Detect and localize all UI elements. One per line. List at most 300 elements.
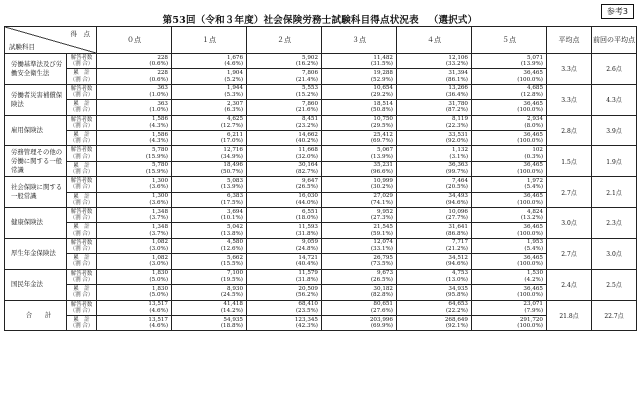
cell-count: 36,363 — [448, 162, 468, 169]
cell-percent: (32.0%) — [295, 153, 318, 160]
score-cell — [172, 192, 247, 207]
cell-percent: (24.8%) — [295, 246, 318, 253]
cell-count: 8,119 — [451, 116, 468, 123]
cell-percent: (4.6%) — [224, 61, 243, 68]
cell-count: 33,531 — [448, 131, 468, 138]
previous-average-score: 3.9点 — [592, 115, 637, 146]
cell-count: 4,625 — [226, 116, 243, 123]
score-cell — [472, 269, 547, 284]
average-score: 21.8点 — [547, 300, 592, 331]
cell-count: 11,579 — [298, 270, 318, 277]
score-cell — [247, 100, 322, 115]
average-score: 3.0点 — [547, 208, 592, 239]
average-score: 2.7点 — [547, 177, 592, 208]
table-row — [5, 285, 637, 300]
score-cell — [322, 285, 397, 300]
cell-percent: (15.5%) — [220, 261, 243, 268]
cell-percent: (5.0%) — [149, 276, 168, 283]
subject-name: 労務管理その他の労働に関する一般常識 — [5, 146, 67, 177]
score-cell — [97, 115, 172, 130]
cell-count: 1,676 — [226, 54, 243, 61]
score-cell — [322, 115, 397, 130]
cell-percent: (5.0%) — [149, 292, 168, 299]
row-type-label — [67, 54, 97, 69]
score-cell — [472, 192, 547, 207]
score-cell — [97, 69, 172, 84]
score-cell — [322, 223, 397, 238]
cell-count: 7,100 — [226, 270, 243, 277]
score-cell — [172, 315, 247, 330]
cell-percent: (86.1%) — [445, 76, 468, 83]
cell-count: 16,030 — [298, 193, 318, 200]
score-cell — [397, 300, 472, 315]
score-cell — [397, 161, 472, 176]
row-type-main: 累 計 — [73, 70, 90, 77]
row-type-main: 解答者数 — [70, 270, 93, 277]
row-type-main: 累 計 — [73, 316, 90, 323]
cell-percent: (36.4%) — [445, 92, 468, 99]
score-cell — [472, 54, 547, 69]
cell-percent: (3.0%) — [149, 261, 168, 268]
score-header-2: ２点 — [247, 27, 322, 54]
cell-percent: (29.5%) — [370, 122, 393, 129]
score-cell — [172, 84, 247, 99]
cell-count: 20,509 — [298, 285, 318, 292]
cell-count: 1,348 — [151, 224, 168, 231]
cell-count: 7,806 — [301, 70, 318, 77]
cell-count: 1,972 — [526, 177, 543, 184]
cell-percent: (18.8%) — [220, 323, 243, 330]
score-cell — [397, 84, 472, 99]
score-cell — [172, 177, 247, 192]
title-text: 第53回（令和３年度）社会保険労務士試験科目得点状況表 — [162, 15, 419, 26]
cell-percent: (40.2%) — [295, 138, 318, 145]
row-type-label — [67, 69, 97, 84]
cell-percent: (99.7%) — [445, 169, 468, 176]
cell-count: 6,211 — [226, 131, 243, 138]
cell-percent: (13.2%) — [520, 215, 543, 222]
cell-count: 36,465 — [523, 100, 543, 107]
cell-count: 8,930 — [226, 285, 243, 292]
cell-percent: (23.2%) — [295, 122, 318, 129]
previous-average-score: 2.5点 — [592, 269, 637, 300]
score-cell — [322, 300, 397, 315]
score-cell — [397, 69, 472, 84]
cell-count: 10,096 — [448, 208, 468, 215]
score-cell — [472, 161, 547, 176]
average-score: 3.3点 — [547, 84, 592, 115]
row-type-sub: （割 合） — [69, 122, 94, 129]
previous-average-score: 22.7点 — [592, 300, 637, 331]
score-cell — [97, 192, 172, 207]
score-cell — [397, 208, 472, 223]
cell-percent: (4.3%) — [149, 122, 168, 129]
cell-count: 13,517 — [148, 301, 168, 308]
previous-average-score: 2.6点 — [592, 54, 637, 85]
row-type-label — [67, 131, 97, 146]
row-type-main: 解答者数 — [70, 239, 93, 246]
score-cell — [172, 238, 247, 253]
cell-percent: (22.2%) — [445, 307, 468, 314]
cell-count: 34,935 — [448, 285, 468, 292]
cell-percent: (1.0%) — [149, 92, 168, 99]
cell-percent: (13.9%) — [370, 153, 393, 160]
score-cell — [397, 131, 472, 146]
score-cell — [247, 54, 322, 69]
score-header-1: １点 — [172, 27, 247, 54]
score-cell — [247, 269, 322, 284]
score-cell — [97, 223, 172, 238]
cell-count: 5,780 — [151, 147, 168, 154]
row-type-main: 累 計 — [73, 101, 90, 108]
score-cell — [322, 177, 397, 192]
previous-average-header: 前回の平均点 — [592, 27, 637, 54]
row-type-sub: （割 合） — [69, 153, 94, 160]
row-type-label — [67, 285, 97, 300]
table-row — [5, 69, 637, 84]
score-cell — [247, 115, 322, 130]
cell-count: 3,694 — [226, 208, 243, 215]
table-row — [5, 115, 637, 130]
cell-count: 5,042 — [226, 224, 243, 231]
cell-count: 363 — [157, 85, 168, 92]
row-type-label — [67, 161, 97, 176]
cell-count: 12,106 — [448, 54, 468, 61]
cell-count: 31,394 — [448, 70, 468, 77]
row-type-sub: （割 合） — [69, 246, 94, 253]
previous-average-score: 3.0点 — [592, 238, 637, 269]
row-type-label — [67, 238, 97, 253]
score-cell — [322, 208, 397, 223]
score-cell — [247, 146, 322, 161]
score-cell — [472, 285, 547, 300]
average-header: 平均点 — [547, 27, 592, 54]
cell-count: 291,720 — [519, 316, 543, 323]
corner-subject-label: 試験科目 — [9, 43, 35, 51]
score-cell — [172, 208, 247, 223]
cell-percent: (7.9%) — [524, 307, 543, 314]
score-cell — [322, 161, 397, 176]
average-score: 2.8点 — [547, 115, 592, 146]
subject-name: 労働者災害補償保険法 — [5, 84, 67, 115]
cell-count: 5,662 — [226, 254, 243, 261]
cell-percent: (33.2%) — [445, 61, 468, 68]
cell-count: 8,451 — [301, 116, 318, 123]
cell-percent: (100.0%) — [517, 169, 543, 176]
cell-count: 19,288 — [373, 70, 393, 77]
score-cell — [472, 146, 547, 161]
score-cell — [322, 69, 397, 84]
subject-name: 国民年金法 — [5, 269, 67, 300]
cell-count: 5,902 — [301, 54, 318, 61]
score-cell — [247, 161, 322, 176]
row-type-sub: （割 合） — [69, 307, 94, 314]
cell-count: 4,753 — [451, 270, 468, 277]
cell-count: 34,512 — [448, 254, 468, 261]
score-cell — [247, 131, 322, 146]
cell-percent: (3.1%) — [449, 153, 468, 160]
cell-percent: (26.5%) — [370, 276, 393, 283]
score-cell — [97, 300, 172, 315]
cell-percent: (100.0%) — [517, 261, 543, 268]
cell-count: 54,935 — [223, 316, 243, 323]
score-cell — [472, 223, 547, 238]
table-row — [5, 192, 637, 207]
cell-percent: (96.6%) — [370, 169, 393, 176]
score-cell — [472, 254, 547, 269]
table-body — [5, 54, 637, 331]
cell-count: 64,653 — [448, 301, 468, 308]
score-cell — [472, 131, 547, 146]
row-type-main: 解答者数 — [70, 55, 93, 61]
row-type-sub: （割 合） — [69, 230, 94, 237]
cell-count: 9,952 — [376, 208, 393, 215]
score-cell — [247, 223, 322, 238]
cell-percent: (8.0%) — [524, 122, 543, 129]
cell-percent: (74.1%) — [370, 199, 393, 206]
cell-percent: (20.5%) — [445, 184, 468, 191]
row-type-sub: （割 合） — [69, 323, 94, 330]
cell-count: 1,082 — [151, 239, 168, 246]
table-row — [5, 238, 637, 253]
cell-percent: (18.0%) — [295, 215, 318, 222]
cell-count: 1,300 — [151, 177, 168, 184]
cell-percent: (13.0%) — [445, 276, 468, 283]
score-cell — [397, 146, 472, 161]
cell-percent: (26.5%) — [295, 184, 318, 191]
cell-percent: (13.9%) — [220, 184, 243, 191]
cell-percent: (16.2%) — [295, 61, 318, 68]
cell-count: 80,651 — [373, 301, 393, 308]
cell-percent: (100.0%) — [517, 230, 543, 237]
table-row — [5, 131, 637, 146]
cell-count: 25,412 — [373, 131, 393, 138]
score-cell — [97, 254, 172, 269]
cell-count: 36,465 — [523, 285, 543, 292]
score-cell — [322, 192, 397, 207]
cell-percent: (10.1%) — [220, 215, 243, 222]
score-cell — [322, 54, 397, 69]
header-row — [5, 27, 637, 54]
row-type-sub: （割 合） — [69, 215, 94, 222]
cell-count: 10,999 — [373, 177, 393, 184]
row-type-main: 解答者数 — [70, 116, 93, 123]
cell-count: 68,410 — [298, 301, 318, 308]
score-cell — [97, 208, 172, 223]
cell-percent: (92.1%) — [445, 323, 468, 330]
cell-count: 9,647 — [301, 177, 318, 184]
cell-count: 13,517 — [148, 316, 168, 323]
average-score: 1.5点 — [547, 146, 592, 177]
row-type-main: 解答者数 — [70, 301, 93, 308]
score-cell — [172, 300, 247, 315]
cell-count: 6,383 — [226, 193, 243, 200]
cell-count: 26,795 — [373, 254, 393, 261]
score-cell — [172, 69, 247, 84]
cell-percent: (5.2%) — [224, 76, 243, 83]
title-subtitle: （選択式） — [428, 15, 478, 26]
score-cell — [397, 192, 472, 207]
cell-count: 2,307 — [226, 100, 243, 107]
reference-label: 参考3 — [601, 4, 634, 19]
score-cell — [397, 285, 472, 300]
cell-count: 2,934 — [526, 116, 543, 123]
score-cell — [172, 285, 247, 300]
row-type-main: 累 計 — [73, 224, 90, 231]
corner-score-label: 得 点 — [70, 30, 90, 38]
cell-count: 36,465 — [523, 224, 543, 231]
cell-count: 5,067 — [376, 147, 393, 154]
cell-percent: (29.2%) — [370, 92, 393, 99]
score-cell — [247, 208, 322, 223]
table-row — [5, 254, 637, 269]
table-row — [5, 315, 637, 330]
cell-count: 1,904 — [226, 70, 243, 77]
cell-percent: (73.5%) — [370, 261, 393, 268]
score-cell — [247, 285, 322, 300]
cell-count: 9,673 — [376, 270, 393, 277]
cell-percent: (33.1%) — [370, 246, 393, 253]
cell-count: 11,668 — [298, 147, 318, 154]
score-cell — [172, 269, 247, 284]
table-row — [5, 161, 637, 176]
row-type-sub: （割 合） — [69, 184, 94, 191]
cell-count: 11,482 — [373, 54, 393, 61]
score-cell — [472, 69, 547, 84]
cell-count: 7,717 — [451, 239, 468, 246]
row-type-main: 解答者数 — [70, 85, 93, 92]
cell-percent: (27.7%) — [445, 215, 468, 222]
cell-percent: (4.6%) — [149, 307, 168, 314]
cell-percent: (52.9%) — [370, 76, 393, 83]
score-cell — [397, 238, 472, 253]
cell-percent: (21.2%) — [445, 246, 468, 253]
cell-percent: (12.6%) — [220, 246, 243, 253]
cell-percent: (3.7%) — [149, 230, 168, 237]
cell-percent: (13.8%) — [220, 230, 243, 237]
score-cell — [397, 269, 472, 284]
table-row — [5, 223, 637, 238]
cell-percent: (56.2%) — [295, 292, 318, 299]
corner-header — [5, 27, 97, 54]
cell-percent: (27.6%) — [370, 307, 393, 314]
cell-count: 12,074 — [373, 239, 393, 246]
score-cell — [97, 315, 172, 330]
cell-percent: (100.0%) — [517, 76, 543, 83]
cell-percent: (94.6%) — [445, 261, 468, 268]
score-cell — [97, 269, 172, 284]
cell-count: 36,465 — [523, 131, 543, 138]
score-cell — [97, 100, 172, 115]
row-type-sub: （割 合） — [69, 199, 94, 206]
cell-percent: (15.2%) — [295, 92, 318, 99]
cell-count: 5,553 — [301, 85, 318, 92]
score-cell — [322, 84, 397, 99]
cell-count: 41,418 — [223, 301, 243, 308]
score-cell — [322, 131, 397, 146]
cell-percent: (82.8%) — [370, 292, 393, 299]
cell-count: 13,266 — [448, 85, 468, 92]
row-type-label — [67, 208, 97, 223]
cell-percent: (4.6%) — [149, 323, 168, 330]
cell-count: 1,953 — [526, 239, 543, 246]
cell-percent: (3.6%) — [149, 184, 168, 191]
row-type-label — [67, 269, 97, 284]
score-cell — [472, 208, 547, 223]
row-type-sub: （割 合） — [69, 292, 94, 299]
row-type-sub: （割 合） — [69, 76, 94, 83]
cell-percent: (14.2%) — [220, 307, 243, 314]
cell-count: 203,996 — [369, 316, 393, 323]
average-score: 3.3点 — [547, 54, 592, 85]
cell-percent: (34.9%) — [220, 153, 243, 160]
score-cell — [172, 131, 247, 146]
cell-count: 31,780 — [448, 100, 468, 107]
score-cell — [97, 161, 172, 176]
cell-count: 4,580 — [226, 239, 243, 246]
cell-count: 34,493 — [448, 193, 468, 200]
score-cell — [247, 69, 322, 84]
cell-percent: (40.4%) — [295, 261, 318, 268]
cell-percent: (92.0%) — [445, 138, 468, 145]
score-cell — [172, 161, 247, 176]
score-cell — [247, 177, 322, 192]
subject-name: 厚生年金保険法 — [5, 238, 67, 269]
cell-percent: (5.4%) — [524, 184, 543, 191]
row-type-main: 解答者数 — [70, 147, 93, 154]
subject-name: 健康保険法 — [5, 208, 67, 239]
cell-count: 11,593 — [298, 224, 318, 231]
previous-average-score: 1.9点 — [592, 146, 637, 177]
row-type-sub: （割 合） — [69, 92, 94, 99]
cell-count: 4,685 — [526, 85, 543, 92]
cell-percent: (0.6%) — [149, 76, 168, 83]
cell-percent: (4.2%) — [524, 276, 543, 283]
previous-average-score: 4.3点 — [592, 84, 637, 115]
score-cell — [172, 223, 247, 238]
cell-percent: (17.0%) — [220, 138, 243, 145]
score-cell — [97, 238, 172, 253]
cell-percent: (24.5%) — [220, 292, 243, 299]
cell-count: 9,059 — [301, 239, 318, 246]
row-type-sub: （割 合） — [69, 138, 94, 145]
cell-count: 18,496 — [223, 162, 243, 169]
cell-count: 5,780 — [151, 162, 168, 169]
cell-count: 14,721 — [298, 254, 318, 261]
score-cell — [472, 315, 547, 330]
row-type-label — [67, 300, 97, 315]
score-cell — [97, 146, 172, 161]
row-type-label — [67, 315, 97, 330]
cell-percent: (3.7%) — [149, 215, 168, 222]
cell-count: 10,654 — [373, 85, 393, 92]
document-title — [0, 12, 640, 26]
average-score: 2.4点 — [547, 269, 592, 300]
score-cell — [172, 100, 247, 115]
cell-percent: (23.5%) — [295, 307, 318, 314]
cell-percent: (13.9%) — [520, 61, 543, 68]
cell-count: 31,641 — [448, 224, 468, 231]
cell-percent: (42.3%) — [295, 323, 318, 330]
score-cell — [472, 100, 547, 115]
score-header-0: ０点 — [97, 27, 172, 54]
cell-percent: (0.3%) — [524, 153, 543, 160]
score-cell — [397, 100, 472, 115]
score-cell — [97, 54, 172, 69]
cell-percent: (31.8%) — [295, 230, 318, 237]
row-type-label — [67, 192, 97, 207]
cell-count: 5,071 — [526, 54, 543, 61]
